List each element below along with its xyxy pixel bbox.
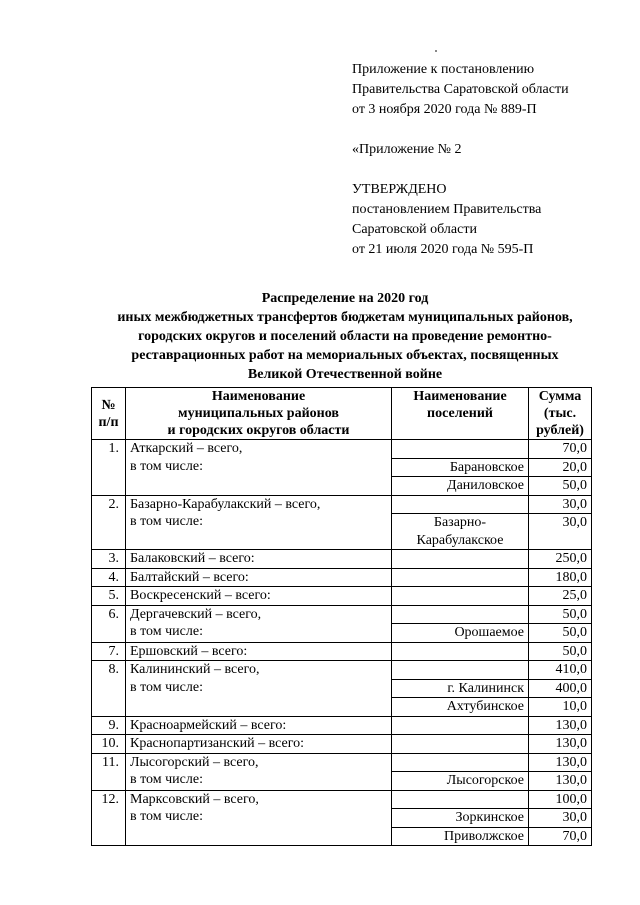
settlement-empty [392,605,529,624]
row-number: 4. [92,568,126,587]
settlement-empty [392,790,529,809]
district-name [126,550,392,569]
settlement-empty [392,716,529,735]
appendix-number: «Приложение № 2 [352,142,462,157]
document-title [80,289,610,384]
table-header-row [92,388,592,440]
table-row [92,753,592,772]
district-total: 130,0 [529,753,592,772]
settlement-sum: 30,0 [529,514,592,550]
settlement-name: Приволжское [392,827,529,846]
annex-reference [352,60,569,120]
district-line: Краснопартизанский – всего: [130,736,305,751]
district-total: 100,0 [529,790,592,809]
approved-stamp: УТВЕРЖДЕНО [352,182,447,197]
district-line: Балаковский – всего: [130,551,255,566]
settlement-empty [392,440,529,459]
settlement-empty [392,495,529,514]
row-number: 2. [92,495,126,550]
district-name [126,440,392,496]
approval-block [352,140,541,260]
district-name [126,605,392,642]
settlement-empty [392,642,529,661]
district-line: Ершовский – всего: [130,643,248,659]
district-line: Воскресенский – всего: [130,588,271,603]
header-sum: Сумма (тыс. рублей) [529,388,592,440]
annex-line: Приложение к постановлению [352,62,535,77]
table-row [92,605,592,624]
row-number: 7. [92,642,126,661]
table-row [92,495,592,514]
table-row [92,550,592,569]
settlement-sum: 130,0 [529,772,592,791]
settlement-empty [392,550,529,569]
settlement-empty [392,568,529,587]
district-name [126,661,392,717]
table-row [92,642,592,661]
row-number: 9. [92,716,126,735]
settlement-name: г. Калининск [392,679,529,698]
district-name [126,587,392,606]
district-total: 130,0 [529,716,592,735]
settlement-sum: 70,0 [529,827,592,846]
settlement-empty [392,587,529,606]
header-district: Наименование муниципальных районов и городских округов области [126,388,392,440]
district-total: 50,0 [529,642,592,661]
table-row [92,661,592,680]
district-total: 25,0 [529,587,592,606]
district-total: 250,0 [529,550,592,569]
approval-line: от 21 июля 2020 года № 595-П [352,242,534,257]
settlement-empty [392,735,529,754]
district-name [126,642,392,661]
table-row [92,587,592,606]
settlement-name: Базарно- Карабулакское [392,514,529,550]
district-line: Марксовский – всего, [130,791,259,807]
district-line: в том числе: [130,679,203,695]
row-number: 12. [92,790,126,846]
settlement-sum: 20,0 [529,458,592,477]
district-total: 30,0 [529,495,592,514]
district-line: Базарно-Карабулакский – всего, [130,496,321,512]
title-line: городских округов и поселений области на проведение ремонтно- [138,329,552,344]
district-line: в том числе: [130,514,203,529]
settlement-sum: 10,0 [529,698,592,717]
settlement-empty [392,661,529,680]
settlement-sum: 30,0 [529,809,592,828]
row-number: 6. [92,605,126,642]
settlement-sum: 400,0 [529,679,592,698]
row-number: 3. [92,550,126,569]
district-name [126,716,392,735]
row-number: 1. [92,440,126,496]
district-total: 180,0 [529,568,592,587]
title-line: иных межбюджетных трансфертов бюджетам муниципальных районов, [117,310,573,325]
row-number: 11. [92,753,126,790]
title-line: Распределение на 2020 год [261,291,429,306]
table-row [92,790,592,809]
district-line: в том числе: [130,458,203,474]
district-line: в том числе: [130,624,203,639]
settlement-name: Лысогорское [392,772,529,791]
row-number: 5. [92,587,126,606]
district-name [126,735,392,754]
table-row [92,440,592,459]
district-total: 50,0 [529,605,592,624]
settlement-sum: 50,0 [529,477,592,496]
district-line: в том числе: [130,809,203,824]
row-number: 8. [92,661,126,717]
header-num: № п/п [92,388,126,440]
district-line: Калининский – всего, [130,662,260,677]
approval-line: постановлением Правительства [352,202,542,217]
row-number: 10. [92,735,126,754]
settlement-empty [392,753,529,772]
district-line: Дергачевский – всего, [130,606,262,622]
settlement-name: Зоркинское [392,809,529,828]
district-name [126,495,392,550]
district-total: 410,0 [529,661,592,680]
district-total: 130,0 [529,735,592,754]
annex-line: Правительства Саратовской области [352,82,569,97]
table-row [92,716,592,735]
district-name [126,790,392,846]
title-line: Великой Отечественной войне [247,367,443,382]
settlement-name: Орошаемое [392,624,529,643]
district-line: Аткарский – всего, [130,441,243,456]
district-name [126,568,392,587]
district-total: 70,0 [529,440,592,459]
header-settlement: Наименование поселений [392,388,529,440]
annex-line: от 3 ноября 2020 года № 889-П [352,102,537,117]
district-name [126,753,392,790]
distribution-table [91,387,592,846]
title-line: реставрационных работ на мемориальных объектах, посвященных [131,348,559,363]
district-line: Красноармейский – всего: [130,717,287,733]
settlement-name: Даниловское [392,477,529,496]
settlement-name: Барановское [392,458,529,477]
table-row [92,568,592,587]
table-row [92,735,592,754]
scan-speck [435,50,437,52]
settlement-name: Ахтубинское [392,698,529,717]
district-line: в том числе: [130,772,203,787]
district-line: Балтайский – всего: [130,569,249,585]
settlement-sum: 50,0 [529,624,592,643]
district-line: Лысогорский – всего, [130,754,259,770]
approval-line: Саратовской области [352,222,477,237]
